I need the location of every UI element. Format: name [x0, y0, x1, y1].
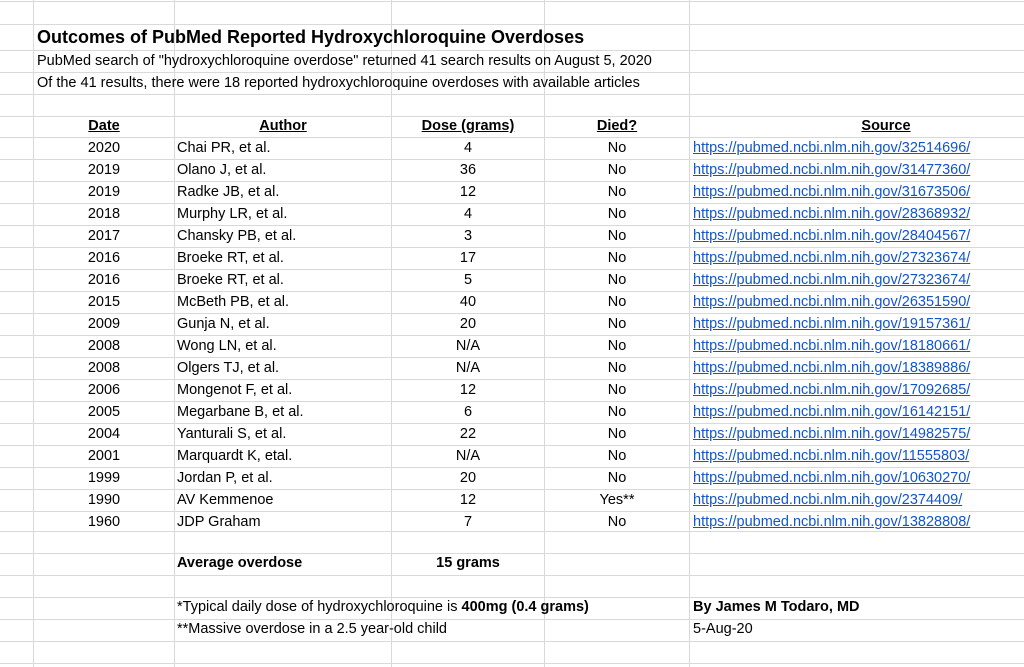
cell-date: 2017 [87, 228, 121, 244]
source-link[interactable]: https://pubmed.ncbi.nlm.nih.gov/10630270/ [693, 470, 971, 486]
cell-date: 1990 [87, 492, 121, 508]
header-date: Date [88, 118, 120, 134]
subtitle-results: Of the 41 results, there were 18 reported hydroxychloroquine overdoses with available articles [37, 75, 640, 91]
cell-dose: 5 [463, 272, 473, 288]
table-row [0, 512, 1024, 534]
source-link[interactable]: https://pubmed.ncbi.nlm.nih.gov/28368932/ [693, 206, 971, 222]
table-row [0, 226, 1024, 248]
sheet-title: Outcomes of PubMed Reported Hydroxychloroquine Overdoses [37, 27, 585, 47]
table-row [0, 182, 1024, 204]
cell-dose: 20 [459, 316, 477, 332]
source-link[interactable]: https://pubmed.ncbi.nlm.nih.gov/31673506/ [693, 184, 971, 200]
cell-author: Chai PR, et al. [177, 140, 271, 156]
cell-dose: 6 [463, 404, 473, 420]
cell-date: 2015 [87, 294, 121, 310]
source-link[interactable]: https://pubmed.ncbi.nlm.nih.gov/2374409/ [693, 492, 963, 508]
note-massive-overdose: **Massive overdose in a 2.5 year-old child [177, 621, 447, 637]
cell-author: Jordan P, et al. [177, 470, 273, 486]
cell-date: 2016 [87, 250, 121, 266]
cell-author: Yanturali S, et al. [177, 426, 287, 442]
cell-author: Wong LN, et al. [177, 338, 277, 354]
source-link[interactable]: https://pubmed.ncbi.nlm.nih.gov/27323674/ [693, 272, 971, 288]
cell-died: No [607, 140, 627, 156]
cell-died: No [607, 470, 627, 486]
cell-date: 2019 [87, 162, 121, 178]
header-author: Author [259, 118, 307, 134]
cell-author: Olano J, et al. [177, 162, 267, 178]
cell-died: Yes** [599, 492, 635, 508]
cell-date: 2019 [87, 184, 121, 200]
table-row [0, 314, 1024, 336]
cell-date: 2001 [87, 448, 121, 464]
cell-date: 1999 [87, 470, 121, 486]
cell-dose: N/A [455, 360, 481, 376]
table-row [0, 160, 1024, 182]
cell-dose: 40 [459, 294, 477, 310]
cell-author: JDP Graham [177, 514, 261, 530]
cell-date: 2004 [87, 426, 121, 442]
cell-died: No [607, 206, 627, 222]
source-link[interactable]: https://pubmed.ncbi.nlm.nih.gov/11555803/ [693, 448, 970, 464]
cell-date: 2016 [87, 272, 121, 288]
cell-author: Murphy LR, et al. [177, 206, 288, 222]
cell-dose: 7 [463, 514, 473, 530]
note-typical-dose-amount: 400mg (0.4 grams) [461, 599, 589, 615]
table-row [0, 358, 1024, 380]
table-row [0, 424, 1024, 446]
byline-date: 5-Aug-20 [693, 621, 753, 637]
cell-date: 2006 [87, 382, 121, 398]
cell-author: Olgers TJ, et al. [177, 360, 280, 376]
cell-dose: 3 [463, 228, 473, 244]
cell-died: No [607, 514, 627, 530]
cell-died: No [607, 404, 627, 420]
cell-dose: 12 [459, 382, 477, 398]
cell-author: Broeke RT, et al. [177, 250, 284, 266]
cell-died: No [607, 162, 627, 178]
cell-died: No [607, 250, 627, 266]
cell-dose: N/A [455, 338, 481, 354]
byline: By James M Todaro, MD [693, 599, 860, 615]
source-link[interactable]: https://pubmed.ncbi.nlm.nih.gov/13828808/ [693, 514, 971, 530]
cell-date: 2009 [87, 316, 121, 332]
cell-author: McBeth PB, et al. [177, 294, 290, 310]
average-value: 15 grams [436, 555, 500, 571]
source-link[interactable]: https://pubmed.ncbi.nlm.nih.gov/28404567/ [693, 228, 971, 244]
table-row [0, 468, 1024, 490]
source-link[interactable]: https://pubmed.ncbi.nlm.nih.gov/14982575/ [693, 426, 971, 442]
source-link[interactable]: https://pubmed.ncbi.nlm.nih.gov/18180661/ [693, 338, 971, 354]
source-link[interactable]: https://pubmed.ncbi.nlm.nih.gov/17092685/ [693, 382, 971, 398]
cell-date: 2005 [87, 404, 121, 420]
cell-died: No [607, 338, 627, 354]
cell-dose: 22 [459, 426, 477, 442]
source-link[interactable]: https://pubmed.ncbi.nlm.nih.gov/16142151/ [693, 404, 971, 420]
cell-author: Megarbane B, et al. [177, 404, 304, 420]
cell-died: No [607, 228, 627, 244]
source-link[interactable]: https://pubmed.ncbi.nlm.nih.gov/18389886/ [693, 360, 971, 376]
cell-dose: 12 [459, 492, 477, 508]
cell-dose: 4 [463, 206, 473, 222]
source-link[interactable]: https://pubmed.ncbi.nlm.nih.gov/31477360/ [693, 162, 971, 178]
cell-author: Mongenot F, et al. [177, 382, 293, 398]
note-typical-dose [177, 597, 589, 618]
table-row [0, 402, 1024, 424]
cell-date: 2008 [87, 338, 121, 354]
header-dose: Dose (grams) [421, 118, 515, 134]
cell-dose: 4 [463, 140, 473, 156]
source-link[interactable]: https://pubmed.ncbi.nlm.nih.gov/26351590/ [693, 294, 971, 310]
cell-died: No [607, 426, 627, 442]
cell-date: 2008 [87, 360, 121, 376]
header-source: Source [861, 118, 911, 134]
cell-author: Radke JB, et al. [177, 184, 280, 200]
cell-author: Broeke RT, et al. [177, 272, 284, 288]
cell-dose: 36 [459, 162, 477, 178]
table-row [0, 204, 1024, 226]
cell-dose: N/A [455, 448, 481, 464]
table-row [0, 380, 1024, 402]
cell-author: Chansky PB, et al. [177, 228, 297, 244]
cell-date: 2018 [87, 206, 121, 222]
cell-dose: 20 [459, 470, 477, 486]
table-row [0, 336, 1024, 358]
cell-died: No [607, 184, 627, 200]
cell-died: No [607, 272, 627, 288]
cell-author: Marquardt K, etal. [177, 448, 293, 464]
cell-died: No [607, 360, 627, 376]
note-typical-dose-text: *Typical daily dose of hydroxychloroquine is [177, 599, 462, 615]
cell-dose: 12 [459, 184, 477, 200]
table-row [0, 248, 1024, 270]
table-row [0, 490, 1024, 512]
cell-died: No [607, 294, 627, 310]
cell-author: AV Kemmenoe [177, 492, 274, 508]
source-link[interactable]: https://pubmed.ncbi.nlm.nih.gov/32514696/ [693, 140, 971, 156]
cell-died: No [607, 448, 627, 464]
header-died: Died? [596, 118, 638, 134]
subtitle-search: PubMed search of "hydroxychloroquine overdose" returned 41 search results on August 5, 2020 [37, 53, 652, 69]
cell-date: 2020 [87, 140, 121, 156]
cell-dose: 17 [459, 250, 477, 266]
average-label: Average overdose [177, 555, 303, 571]
cell-date: 1960 [87, 514, 121, 530]
table-row [0, 270, 1024, 292]
cell-died: No [607, 316, 627, 332]
source-link[interactable]: https://pubmed.ncbi.nlm.nih.gov/27323674/ [693, 250, 971, 266]
cell-author: Gunja N, et al. [177, 316, 270, 332]
source-link[interactable]: https://pubmed.ncbi.nlm.nih.gov/19157361/ [693, 316, 971, 332]
table-row [0, 292, 1024, 314]
table-row [0, 446, 1024, 468]
cell-died: No [607, 382, 627, 398]
table-row [0, 138, 1024, 160]
